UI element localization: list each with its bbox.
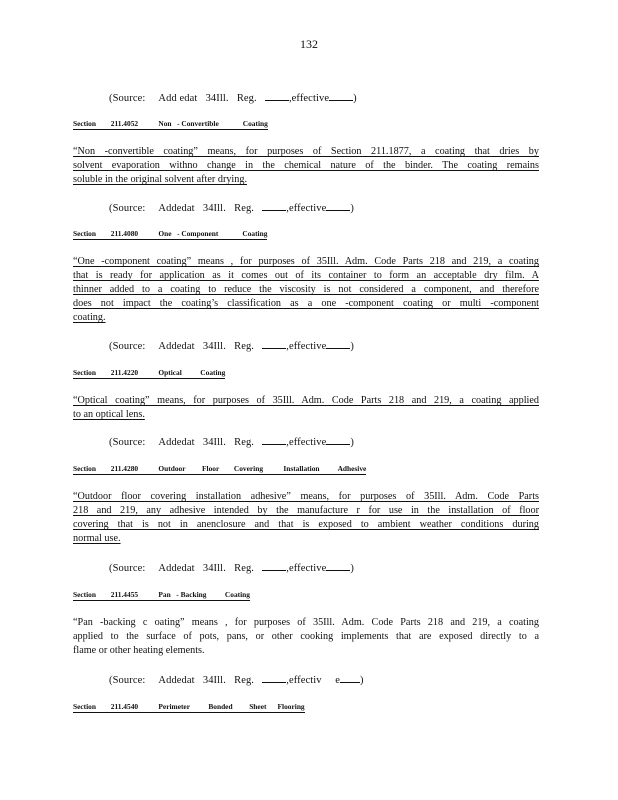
page-number: 132: [300, 37, 318, 51]
definition-paragraph: “Outdoor floor covering installation adhesive” means, for purposes of 35Ill. Adm. Code Parts 218 and 219, any adhesive intended by the manufacture r for use in the installation of floor covering that is not in anenclosure and that is exposed to ambient weather conditions during normal use.: [73, 491, 539, 544]
section-heading: Section 211.4280 Outdoor Floor Covering Installation Adhesive: [73, 464, 367, 473]
section-heading: Section 211.4052 Non - Convertible Coating: [73, 119, 268, 128]
section-heading: Section 211.4220 Optical Coating: [73, 368, 226, 377]
source-note: (Source: Addedat 34Ill. Reg. ,effective ): [109, 203, 354, 214]
source-note: (Source: Add edat 34Ill. Reg. ,effective ): [109, 93, 357, 104]
source-note: (Source: Addedat 34Ill. Reg. ,effective ): [109, 341, 354, 352]
definition-paragraph: “Non -convertible coating” means, for purposes of Section 211.1877, a coating that dries by solvent evaporation withno change in the chemical nature of the binder. The coating remains soluble in the original solvent after drying.: [73, 146, 539, 185]
definition-paragraph: “Pan -backing c oating” means , for purposes of 35Ill. Adm. Code Parts 218 and 219, a coating applied to the surface of pots, pans, or other cooking implements that are exposed directly to a flame or other heating elements.: [73, 617, 539, 656]
section-heading: Section 211.4540 Perimeter Bonded Sheet Flooring: [73, 702, 305, 711]
section-heading: Section 211.4080 One - Component Coating: [73, 229, 268, 238]
source-note: (Source: Addedat 34Ill. Reg. ,effective ): [109, 437, 354, 448]
source-note: (Source: Addedat 34Ill. Reg. ,effective ): [109, 563, 354, 574]
definition-paragraph: “Optical coating” means, for purposes of 35Ill. Adm. Code Parts 218 and 219, a coating applied to an optical lens.: [73, 395, 539, 420]
section-heading: Section 211.4455 Pan - Backing Coating: [73, 590, 250, 599]
definition-paragraph: “One -component coating” means , for purposes of 35Ill. Adm. Code Parts 218 and 219, a coating that is ready for application as it comes out of its container to form an acceptable dry film. A thinner added to a coating to reduce the viscosity is not considered a component, and therefore does not impact the coating’s classification as a one -component coating or multi -component coating.: [73, 256, 539, 323]
source-note: (Source: Addedat 34Ill. Reg. ,effectiv e ): [109, 675, 364, 686]
